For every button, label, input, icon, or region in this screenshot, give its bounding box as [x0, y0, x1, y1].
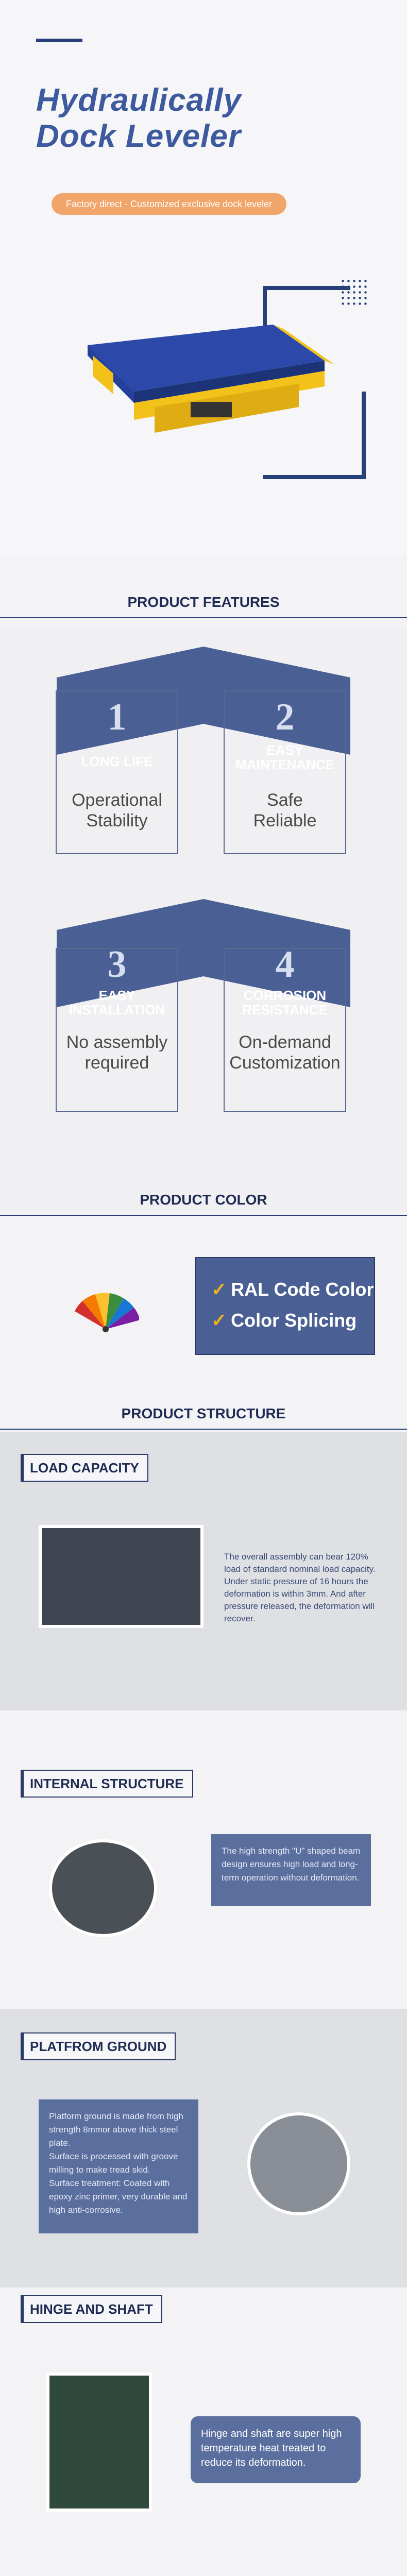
feature-subtitle-2: Customization [229, 1053, 341, 1073]
feature-subtitle-2: Reliable [253, 811, 317, 831]
color-fan-swatch-icon [72, 1273, 139, 1340]
feature-subtitle-1: No assembly [66, 1032, 168, 1052]
color-option-splicing [211, 1310, 357, 1331]
hero-title-line2: Dock Leveler [36, 118, 241, 154]
feature-subtitle-1: On-demand [239, 1032, 331, 1052]
dock-leveler-image [57, 304, 345, 459]
feature-number: 4 [275, 943, 295, 986]
feature-subtitle-2: Stability [86, 811, 148, 831]
feature-heading-1: EASY [266, 742, 303, 758]
feature-heading: LONG LIFE [81, 754, 153, 769]
color-option-ral [211, 1279, 374, 1300]
platform-ground-item-1: Platform ground is made from high strength 8mmor above thick steel plate. [49, 2111, 183, 2148]
platform-ground-list [39, 2099, 198, 2233]
feature-number: 1 [107, 696, 127, 738]
hinge-shaft-text: Hinge and shaft are super high temperature heat treated to reduce its deformation. [191, 2416, 361, 2483]
internal-structure-text: The high strength "U" shaped beam design ensures high load and long-term operation without deformation. [211, 1834, 371, 1906]
color-divider [0, 1215, 407, 1216]
platform-ground-item-3: Surface treatment: Coated with epoxy zinc primer, very durable and high anti-corrosive. [49, 2178, 188, 2215]
check-icon: ✓ [211, 1310, 227, 1331]
internal-structure-heading: INTERNAL STRUCTURE [21, 1770, 193, 1798]
color-option-splicing-label: Color Splicing [231, 1310, 357, 1331]
hero-title-line1: Hydraulically [36, 82, 242, 118]
feature-subtitle-2: required [84, 1053, 149, 1073]
internal-structure-photo [49, 1839, 157, 1937]
color-options-box [195, 1257, 375, 1355]
feature-heading-2: INSTALLATION [69, 1002, 165, 1018]
features-divider [0, 617, 407, 618]
feature-subtitle-1: Safe [267, 790, 303, 810]
feature-subtitle-1: Operational [72, 790, 162, 810]
feature-heading-2: MAINTENANCE [235, 757, 335, 772]
load-capacity-photo [39, 1525, 204, 1628]
feature-number: 2 [275, 696, 295, 738]
features-title: PRODUCT FEATURES [127, 594, 280, 610]
platform-ground-item-2: Surface is processed with groove milling to make tread skid. [49, 2151, 178, 2175]
hero-accent-bar [36, 39, 82, 42]
structure-title: PRODUCT STRUCTURE [121, 1405, 286, 1421]
hinge-shaft-heading: HINGE AND SHAFT [21, 2295, 162, 2323]
platform-ground-heading: PLATFROM GROUND [21, 2032, 176, 2060]
hero-dot-pattern [340, 278, 369, 307]
hinge-shaft-photo [46, 2372, 152, 2512]
feature-heading-1: EASY [98, 988, 135, 1003]
feature-number: 3 [107, 943, 127, 986]
check-icon: ✓ [211, 1279, 227, 1300]
hero-tagline-pill: Factory direct - Customized exclusive dock leveler [52, 193, 286, 215]
feature-heading-1: CORROSION [243, 988, 327, 1003]
structure-divider [0, 1429, 407, 1430]
load-capacity-text: The overall assembly can bear 120% load of standard nominal load capacity. Under static pressure of 16 hours the deformation is within 3mm. And after pressure released, the deformation will recover. [224, 1552, 376, 1623]
load-capacity-heading: LOAD CAPACITY [21, 1454, 148, 1482]
feature-heading-2: RESISTANCE [242, 1002, 328, 1018]
color-option-ral-label: RAL Code Color [231, 1279, 374, 1300]
platform-ground-photo [247, 2112, 350, 2215]
hero-title [36, 82, 242, 155]
color-title: PRODUCT COLOR [140, 1192, 267, 1208]
